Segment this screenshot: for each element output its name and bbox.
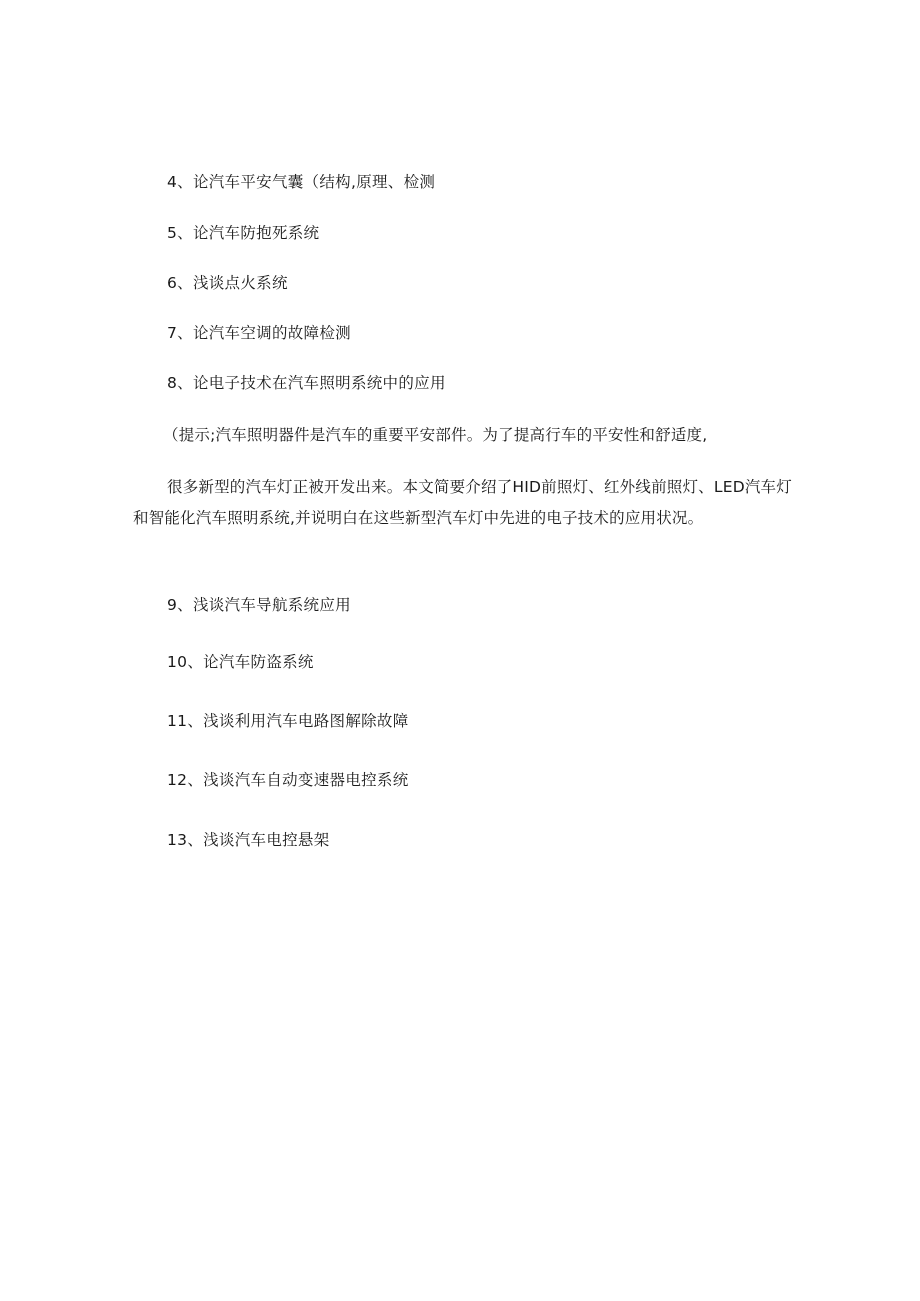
- topic-item-13: 13、浅谈汽车电控悬架: [167, 831, 330, 849]
- topic-item-10: 10、论汽车防盗系统: [167, 653, 314, 671]
- topic-item-4: 4、论汽车平安气囊（结构,原理、检测: [167, 173, 436, 191]
- topic-item-7: 7、论汽车空调的故障检测: [167, 324, 351, 342]
- topic-item-11: 11、浅谈利用汽车电路图解除故障: [167, 712, 409, 730]
- topic-item-6: 6、浅谈点火系统: [167, 274, 288, 292]
- topic-item-12: 12、浅谈汽车自动变速器电控系统: [167, 771, 409, 789]
- hint-paragraph: 很多新型的汽车灯正被开发出来。本文简要介绍了HID前照灯、红外线前照灯、LED汽车灯和智能化汽车照明系统,并说明白在这些新型汽车灯中先进的电子技术的应用状况。: [133, 478, 792, 527]
- topic-item-5: 5、论汽车防抱死系统: [167, 224, 320, 242]
- topic-item-8: 8、论电子技术在汽车照明系统中的应用: [167, 374, 446, 392]
- hint-line: （提示;汽车照明器件是汽车的重要平安部件。为了提高行车的平安性和舒适度,: [163, 426, 708, 444]
- topic-item-9: 9、浅谈汽车导航系统应用: [167, 596, 351, 614]
